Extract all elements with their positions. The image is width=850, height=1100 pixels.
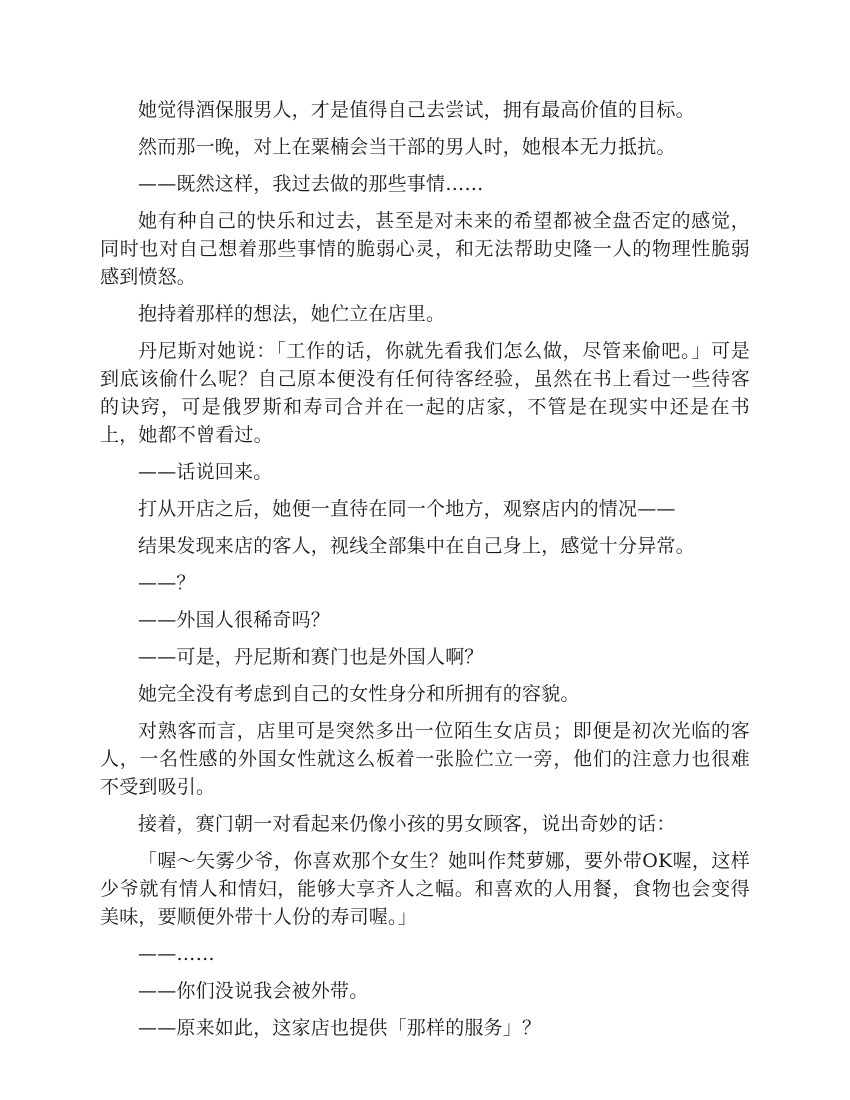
paragraph: 对熟客而言，店里可是突然多出一位陌生女店员；即便是初次光临的客人，一名性感的外国女性就这么板着一张脸伫立一旁，他们的注意力也很难不受到吸引。	[100, 720, 750, 798]
paragraph: ——？	[138, 572, 196, 594]
paragraph: 打从开店之后，她便一直待在同一个地方，观察店内的情况——	[138, 498, 676, 520]
paragraph: 「喔～矢雾少爷，你喜欢那个女生？她叫作梵萝娜，要外带OK喔，这样少爷就有情人和情妇，能够大享齐人之幅。和喜欢的人用餐，食物也会变得美味，要顺便外带十人份的寿司喔。」	[100, 850, 750, 928]
paragraph: ——……	[138, 943, 215, 965]
paragraph: 她有种自己的快乐和过去，甚至是对未来的希望都被全盘否定的感觉，同时也对自己想着那些事情的脆弱心灵，和无法帮助史隆一人的物理性脆弱感到愤怒。	[100, 210, 750, 288]
paragraph: ——原来如此，这家店也提供「那样的服务」？	[138, 1017, 542, 1039]
paragraph: 抱持着那样的想法，她伫立在店里。	[138, 303, 446, 325]
paragraph: 她完全没有考虑到自己的女性身分和所拥有的容貌。	[138, 683, 580, 705]
paragraph: 结果发现来店的客人，视线全部集中在自己身上，感觉十分异常。	[138, 535, 695, 557]
paragraph: ——话说回来。	[138, 461, 273, 483]
paragraph: ——既然这样，我过去做的那些事情……	[138, 173, 484, 195]
paragraph: 她觉得酒保服男人，才是值得自己去尝试，拥有最高价值的目标。	[138, 99, 695, 121]
paragraph: ——可是，丹尼斯和赛门也是外国人啊？	[138, 646, 484, 668]
document-page	[100, 96, 750, 1051]
paragraph: ——你们没说我会被外带。	[138, 980, 369, 1002]
paragraph: 然而那一晚，对上在粟楠会当干部的男人时，她根本无力抵抗。	[138, 136, 676, 158]
paragraph: 丹尼斯对她说：「工作的话，你就先看我们怎么做，尽管来偷吧。」可是到底该偷什么呢？自己原本便没有任何待客经验，虽然在书上看过一些待客的诀窍，可是俄罗斯和寿司合并在一起的店家，不管是在现实中还是在书上，她都不曾看过。	[100, 340, 750, 446]
paragraph: ——外国人很稀奇吗？	[138, 609, 331, 631]
paragraph: 接着，赛门朝一对看起来仍像小孩的男女顾客，说出奇妙的话：	[138, 813, 676, 835]
